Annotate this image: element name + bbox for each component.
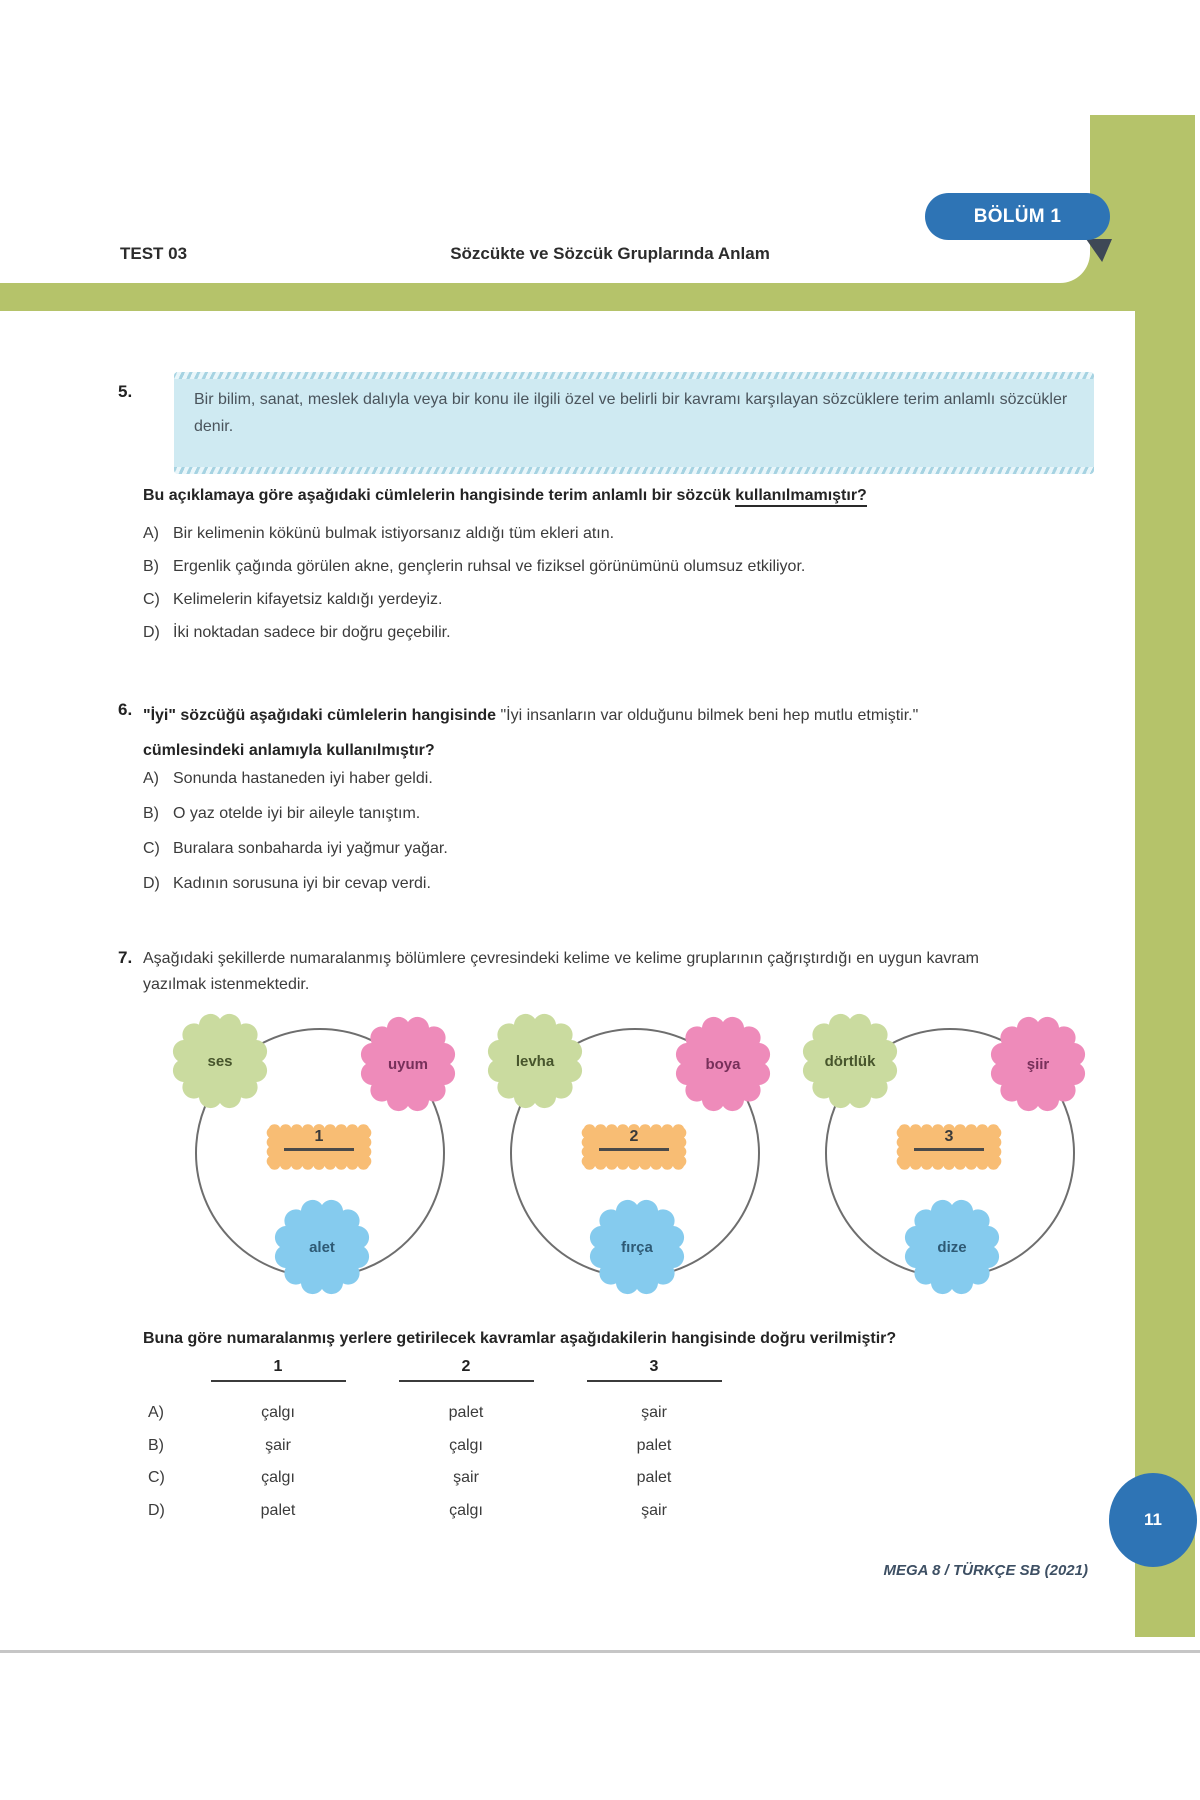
table-cell: çalgı bbox=[449, 1436, 483, 1454]
row-letter: D) bbox=[148, 1501, 165, 1519]
option-row-d bbox=[143, 624, 1083, 657]
option-text: Ergenlik çağında görülen akne, gençlerin ruhsal ve fiziksel görünümünü olumsuz etkiliyor. bbox=[173, 558, 806, 575]
flower-label: uyum bbox=[387, 1055, 428, 1073]
stem-text: Bu açıklamaya göre aşağıdaki cümlelerin hangisinde terim anlamlı bir sözcük bbox=[143, 487, 736, 504]
option-row-d bbox=[143, 875, 1083, 910]
option-row-c bbox=[143, 840, 1083, 875]
flower-node-pink bbox=[988, 1014, 1088, 1114]
question-6-stem bbox=[143, 698, 1088, 768]
table-cell: şair bbox=[641, 1501, 667, 1519]
table-cell: şair bbox=[265, 1436, 291, 1454]
footer-source-text: MEGA 8 / TÜRKÇE SB (2021) bbox=[883, 1562, 1088, 1579]
option-letter: B) bbox=[143, 558, 159, 575]
stem-underlined-word: kullanılmamıştır? bbox=[735, 487, 867, 507]
column-header-1: 1 bbox=[193, 1358, 363, 1382]
table-row-b bbox=[148, 1437, 757, 1470]
concept-diagrams bbox=[165, 1003, 1095, 1305]
stem-quote-part: "İyi insanların var olduğunu bilmek beni hep mutlu etmiştir." bbox=[496, 707, 919, 724]
flower-node-pink bbox=[673, 1014, 773, 1114]
table-row-a bbox=[148, 1404, 757, 1437]
row-letter: B) bbox=[148, 1436, 164, 1454]
option-text: Bir kelimenin kökünü bulmak istiyorsanız aldığı tüm ekleri atın. bbox=[173, 525, 615, 542]
numbered-stamp bbox=[576, 1120, 692, 1174]
numbered-stamp bbox=[891, 1120, 1007, 1174]
question-5-options bbox=[143, 525, 1083, 657]
option-text: Kelimelerin kifayetsiz kaldığı yerdeyiz. bbox=[173, 591, 443, 608]
table-cell: çalgı bbox=[261, 1469, 295, 1486]
table-cell: palet bbox=[636, 1469, 672, 1486]
flower-node-blue bbox=[272, 1197, 372, 1297]
table-cell: palet bbox=[260, 1501, 296, 1519]
flower-node-pink bbox=[358, 1014, 458, 1114]
table-cell: şair bbox=[641, 1404, 667, 1421]
table-row-c bbox=[148, 1469, 757, 1502]
question-7-number: 7. bbox=[118, 948, 133, 967]
stamp-number: 2 bbox=[599, 1128, 669, 1151]
option-text: O yaz otelde iyi bir aileyle tanıştım. bbox=[173, 805, 421, 822]
option-letter: C) bbox=[143, 591, 160, 608]
info-box-text: Bir bilim, sanat, meslek dalıyla veya bir konu ile ilgili özel ve belirli bir kavramı karşılayan sözcüklere terim anlamlı sözcükler denir. bbox=[194, 391, 1068, 435]
table-row-d bbox=[148, 1502, 757, 1535]
flower-node-blue bbox=[902, 1197, 1002, 1297]
question-5-stem bbox=[143, 478, 1073, 513]
flower-node-blue bbox=[587, 1197, 687, 1297]
answer-table bbox=[148, 1358, 757, 1534]
option-row-c bbox=[143, 591, 1083, 624]
flower-label: dize bbox=[937, 1238, 967, 1256]
page-bottom-shadow bbox=[0, 1650, 1200, 1653]
concept-diagram-3 bbox=[795, 1003, 1095, 1305]
option-row-a bbox=[143, 525, 1083, 558]
flower-label: levha bbox=[515, 1052, 555, 1070]
flower-node-green bbox=[800, 1011, 900, 1111]
table-cell: şair bbox=[453, 1469, 479, 1486]
flower-label: alet bbox=[309, 1238, 335, 1256]
flower-node-green bbox=[170, 1011, 270, 1111]
option-letter: A) bbox=[143, 770, 159, 787]
green-right-strip bbox=[1135, 305, 1195, 1637]
flower-node-green bbox=[485, 1011, 585, 1111]
option-letter: C) bbox=[143, 840, 160, 857]
flower-label: boya bbox=[705, 1055, 741, 1073]
flower-label: fırça bbox=[621, 1238, 653, 1256]
option-text: Buralara sonbaharda iyi yağmur yağar. bbox=[173, 840, 448, 857]
question-7-stem-2: Buna göre numaralanmış yerlere getirilecek kavramlar aşağıdakilerin hangisinde doğru verilmiştir? bbox=[143, 1330, 897, 1347]
stem-bold-part: "İyi" sözcüğü aşağıdaki cümlelerin hangisinde bbox=[143, 707, 497, 724]
question-5-number: 5. bbox=[118, 382, 133, 401]
page-number-badge: 11 bbox=[1109, 1473, 1197, 1567]
option-letter: A) bbox=[143, 525, 159, 542]
question-7-stem: Aşağıdaki şekillerde numaralanmış bölümlere çevresindeki kelime ve kelime gruplarının çağrıştırdığı en uygun kavram yazılmak istenmektedir. bbox=[143, 950, 979, 993]
stamp-number: 3 bbox=[914, 1128, 984, 1151]
concept-diagram-2 bbox=[480, 1003, 780, 1305]
question-5-info-box bbox=[174, 372, 1094, 474]
numbered-stamp bbox=[261, 1120, 377, 1174]
question-6-number: 6. bbox=[118, 700, 133, 719]
section-badge-label: BÖLÜM 1 bbox=[973, 205, 1062, 227]
option-text: Kadının sorusuna iyi bir cevap verdi. bbox=[173, 875, 431, 892]
test-number-label: TEST 03 bbox=[120, 244, 188, 263]
flower-label: şiir bbox=[1026, 1055, 1050, 1073]
green-header-band bbox=[0, 283, 1195, 311]
question-6-options bbox=[143, 770, 1083, 910]
option-letter: D) bbox=[143, 875, 160, 892]
column-header-2: 2 bbox=[381, 1358, 551, 1382]
table-cell: çalgı bbox=[261, 1404, 295, 1421]
table-cell: palet bbox=[448, 1404, 484, 1421]
row-letter: C) bbox=[148, 1469, 165, 1486]
option-text: İki noktadan sadece bir doğru geçebilir. bbox=[173, 624, 451, 641]
option-text: Sonunda hastaneden iyi haber geldi. bbox=[173, 770, 433, 787]
row-letter: A) bbox=[148, 1404, 164, 1421]
column-header-3: 3 bbox=[569, 1358, 739, 1382]
option-letter: B) bbox=[143, 805, 159, 822]
header-white-card bbox=[0, 0, 1090, 283]
flower-label: dörtlük bbox=[824, 1052, 876, 1070]
answer-table-header bbox=[148, 1358, 757, 1404]
section-badge bbox=[925, 193, 1110, 240]
option-row-a bbox=[143, 770, 1083, 805]
flower-label: ses bbox=[207, 1052, 233, 1070]
option-letter: D) bbox=[143, 624, 160, 641]
option-row-b bbox=[143, 558, 1083, 591]
table-cell: palet bbox=[636, 1436, 672, 1454]
option-row-b bbox=[143, 805, 1083, 840]
page-title: Sözcükte ve Sözcük Gruplarında Anlam bbox=[450, 244, 770, 263]
stamp-number: 1 bbox=[284, 1128, 354, 1151]
concept-diagram-1 bbox=[165, 1003, 465, 1305]
table-cell: çalgı bbox=[449, 1501, 483, 1519]
stem-bold-part-2: cümlesindeki anlamıyla kullanılmıştır? bbox=[143, 742, 435, 759]
